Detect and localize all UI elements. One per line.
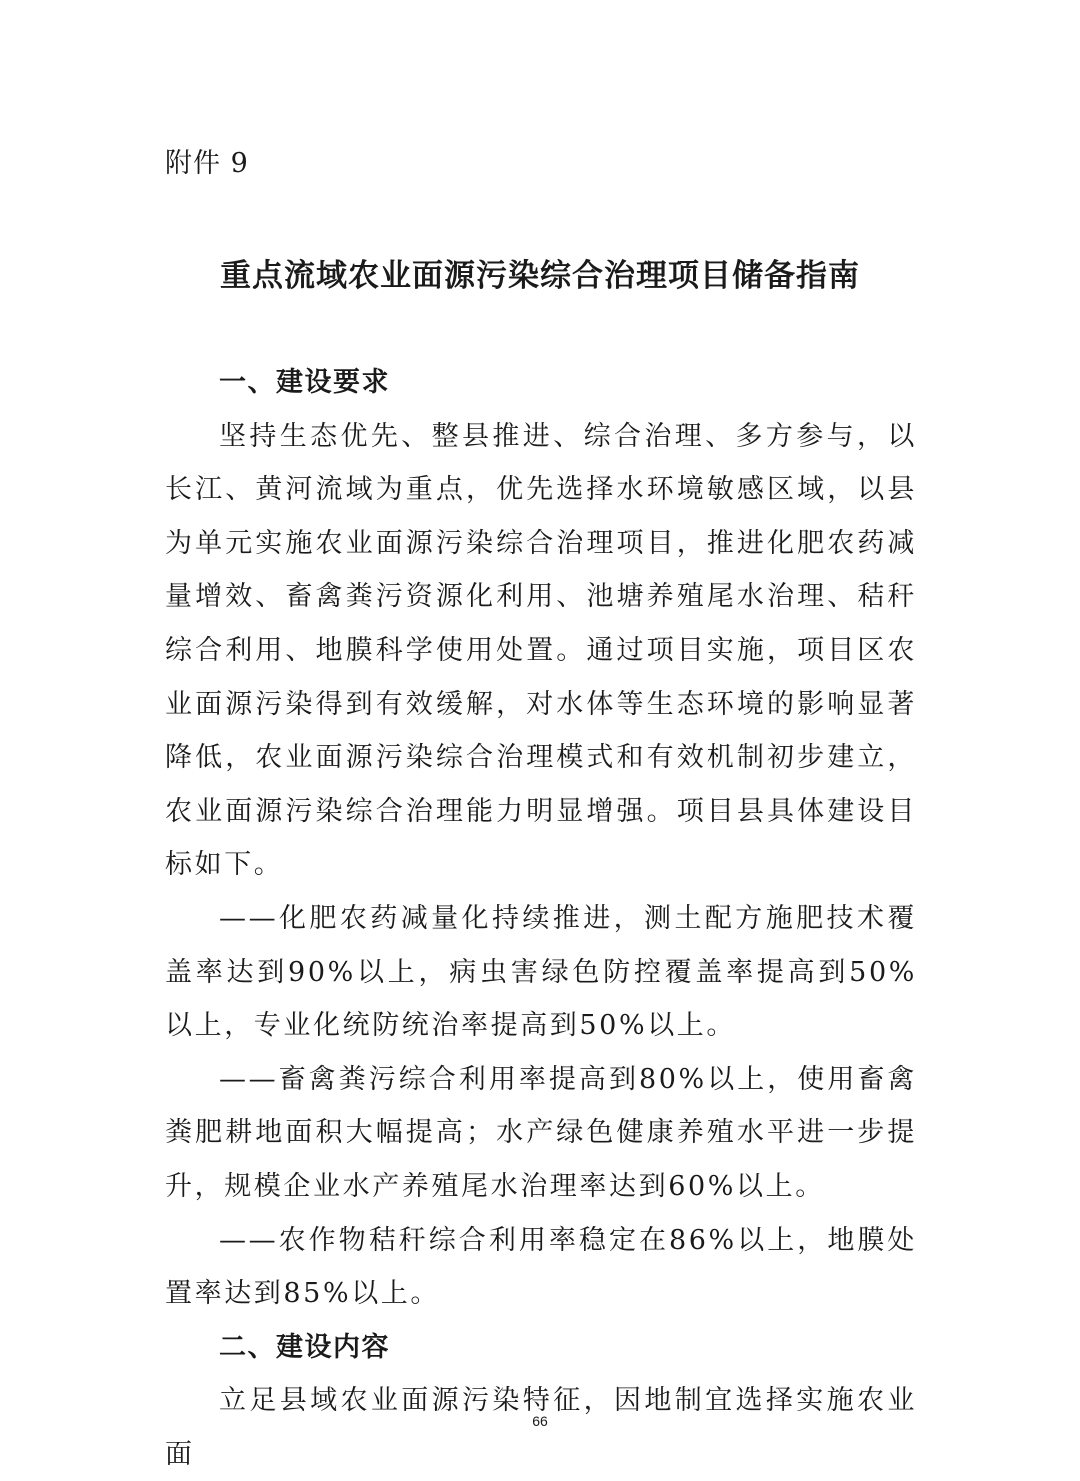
paragraph-contents-intro: 立足县域农业面源污染特征，因地制宜选择实施农业面 (165, 1385, 917, 1470)
paragraph-target-fertilizer-pesticide: ——化肥农药减量化持续推进，测土配方施肥技术覆盖率达到90%以上，病虫害绿色防控覆盖率提高到50%以上，专业化统防统治率提高到50%以上。 (165, 902, 917, 1042)
page-number: 66 (532, 1413, 548, 1429)
paragraph-target-livestock-aquaculture: ——畜禽粪污综合利用率提高到80%以上，使用畜禽粪肥耕地面积大幅提高；水产绿色健康养殖水平进一步提升，规模企业水产养殖尾水治理率达到60%以上。 (165, 1063, 917, 1202)
attachment-label: 附件 9 (165, 148, 249, 179)
document-title: 重点流域农业面源污染综合治理项目储备指南 (220, 258, 860, 294)
paragraph-target-straw-film: ——农作物秸秆综合利用率稳定在86%以上，地膜处置率达到85%以上。 (165, 1224, 917, 1310)
section-heading-requirements: 一、建设要求 (219, 367, 390, 398)
section-heading-contents: 二、建设内容 (219, 1331, 390, 1363)
paragraph-requirements-intro: 坚持生态优先、整县推进、综合治理、多方参与，以长江、黄河流域为重点，优先选择水环境敏感区域，以县为单元实施农业面源污染综合治理项目，推进化肥农药减量增效、畜禽粪污资源化利用、池塘养殖尾水治理、秸秆综合利用、地膜科学使用处置。通过项目实施，项目区农业面源污染得到有效缓解，对水体等生态环境的影响显著降低，农业面源污染综合治理模式和有效机制初步建立，农业面源污染综合治理能力明显增强。项目县具体建设目标如下。 (165, 420, 917, 881)
document-body (165, 356, 917, 1481)
